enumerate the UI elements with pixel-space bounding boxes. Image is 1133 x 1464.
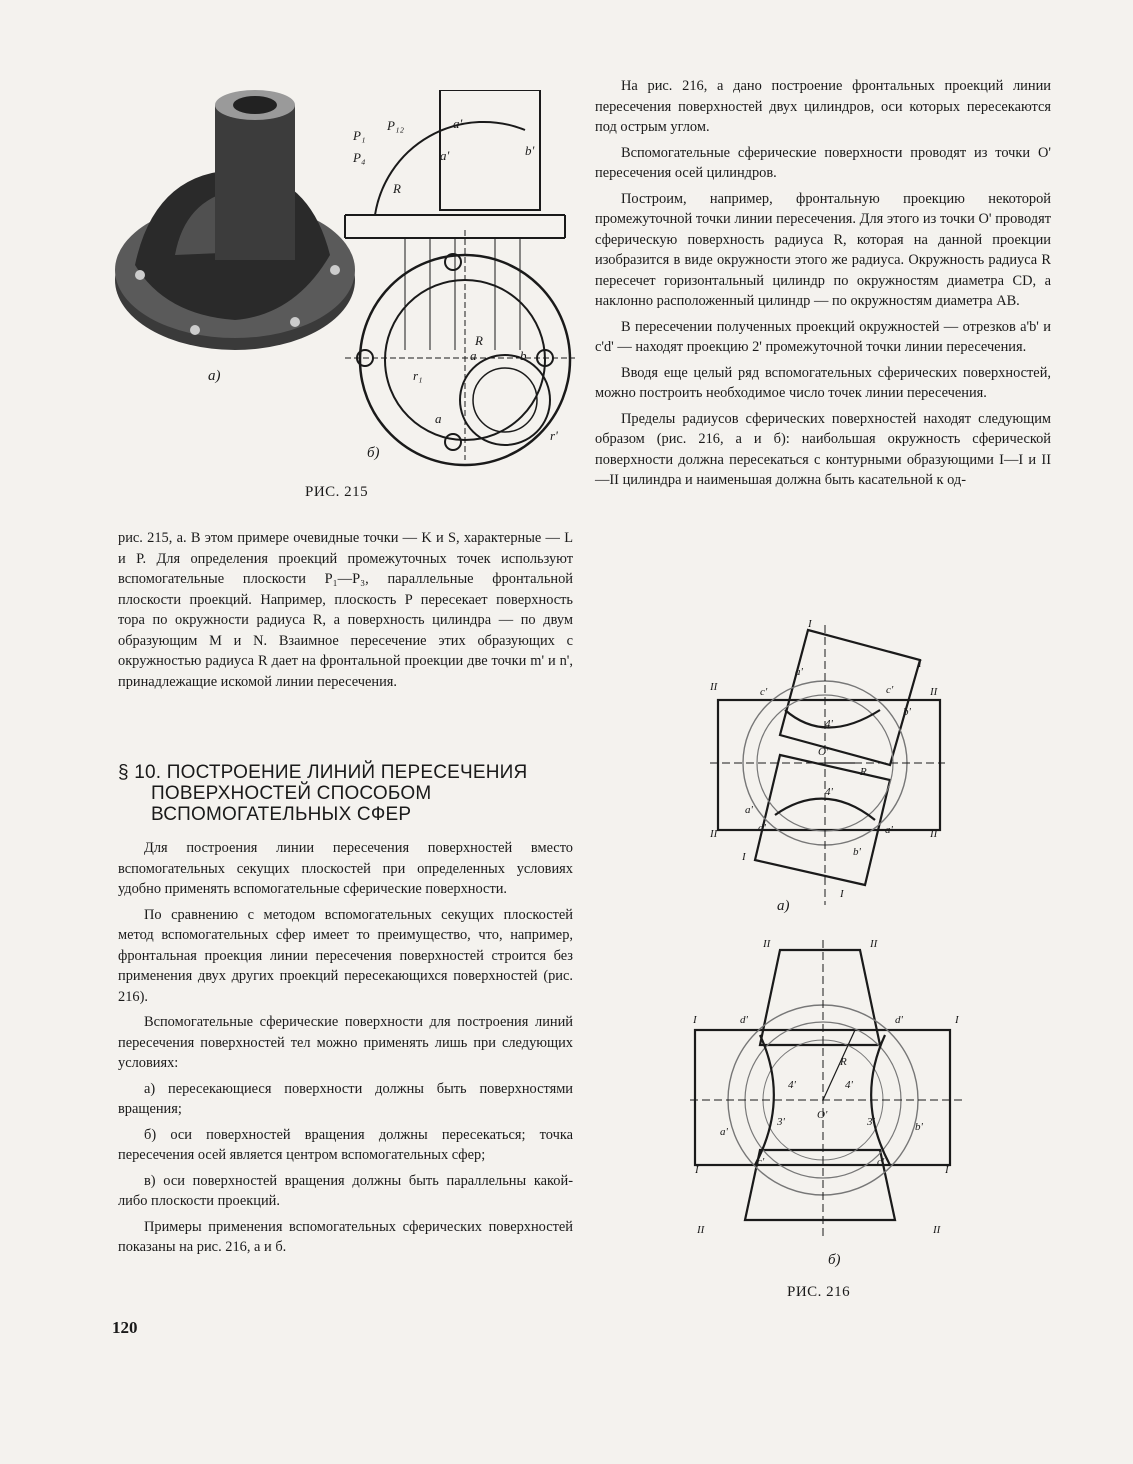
svg-text:a': a'	[795, 666, 803, 678]
paragraph: Примеры применения вспомогательных сферических поверхностей показаны на рис. 216, а и б.	[118, 1218, 573, 1255]
svg-text:d': d'	[758, 822, 766, 834]
figure-216-caption: РИС. 216	[787, 1284, 851, 1300]
svg-text:I: I	[840, 888, 844, 900]
svg-text:I: I	[695, 1164, 699, 1176]
svg-text:b': b'	[915, 1121, 923, 1133]
figure-216-sub-b: б)	[828, 1252, 841, 1268]
figure-215	[95, 90, 575, 470]
svg-text:I: I	[808, 618, 812, 630]
svg-text:b': b'	[903, 706, 911, 718]
svg-text:II: II	[933, 1224, 941, 1236]
section-heading	[118, 762, 573, 825]
svg-text:P₁: P₁	[353, 128, 366, 143]
svg-text:II: II	[930, 686, 938, 698]
svg-text:4': 4'	[788, 1079, 796, 1091]
list-item: б) оси поверхностей вращения должны пересекаться; точка пересечения осей является центром вспомогательных сфер;	[118, 1126, 573, 1163]
section-title-line-3: ВСПОМОГАТЕЛЬНЫХ СФЕР	[151, 804, 412, 825]
left-column-top	[118, 528, 573, 697]
figure-216-a	[690, 615, 950, 915]
svg-text:II: II	[710, 828, 718, 840]
svg-text:r₁: r₁	[413, 368, 423, 383]
svg-text:c': c'	[757, 1156, 765, 1168]
svg-text:I: I	[945, 1164, 949, 1176]
svg-text:R: R	[860, 766, 867, 778]
svg-text:a': a'	[440, 148, 450, 163]
svg-text:R: R	[475, 333, 483, 348]
svg-text:a': a'	[453, 116, 463, 131]
section-title-line-2: ПОВЕРХНОСТЕЙ СПОСОБОМ	[151, 783, 432, 804]
list-item: а) пересекающиеся поверхности должны быть поверхностями вращения;	[118, 1080, 573, 1117]
svg-text:R: R	[840, 1056, 847, 1068]
svg-text:c': c'	[760, 686, 768, 698]
svg-text:P₁₂: P₁₂	[387, 118, 404, 133]
paragraph: Вспомогательные сферические поверхности проводят из точки O' пересечения осей цилиндров.	[595, 144, 1051, 181]
svg-text:d': d'	[740, 1014, 748, 1026]
svg-text:a: a	[435, 411, 442, 426]
paragraph: Пределы радиусов сферических поверхностей находят следующим образом (рис. 216, а и б): наибольшая окружность сферической поверхности должна пересекаться с контурными образующими I—I и II—II цилиндра и наименьшая должна быть касательной к од-	[595, 410, 1051, 488]
paragraph: По сравнению с методом вспомогательных секущих плоскостей метод вспомогательных сфер имеет то преимущество, что, например, фронтальная проекция линии пересечения поверхностей строится без применения двух других проекций пересекающихся поверхностей (рис. 216).	[118, 906, 573, 1005]
svg-text:I: I	[918, 658, 922, 670]
paragraph: В пересечении полученных проекций окружностей — отрезков a'b' и c'd' — находят проекцию 2' промежуточной точки линии пересечения.	[595, 318, 1051, 355]
svg-text:4': 4'	[825, 786, 833, 798]
list-item: в) оси поверхностей вращения должны быть параллельны какой-либо плоскости проекций.	[118, 1172, 573, 1209]
page-number: 120	[112, 1318, 138, 1337]
svg-text:O': O'	[818, 746, 829, 758]
svg-text:O': O'	[817, 1109, 828, 1121]
svg-text:II: II	[930, 828, 938, 840]
svg-text:II: II	[697, 1224, 705, 1236]
figure-215-sub-a: а)	[208, 368, 221, 384]
svg-text:4': 4'	[825, 718, 833, 730]
section-number: § 10.	[118, 762, 162, 783]
svg-text:II: II	[763, 938, 771, 950]
svg-text:b: b	[520, 348, 527, 363]
svg-text:d': d'	[895, 1014, 903, 1026]
svg-text:II: II	[710, 681, 718, 693]
svg-text:4': 4'	[845, 1079, 853, 1091]
figure-215-caption: РИС. 215	[305, 484, 369, 500]
svg-text:a': a'	[720, 1126, 728, 1138]
svg-text:P₄: P₄	[353, 150, 366, 165]
svg-text:b': b'	[525, 143, 535, 158]
svg-text:c': c'	[877, 1156, 885, 1168]
svg-text:a': a'	[745, 804, 753, 816]
paragraph: Для построения линии пересечения поверхностей вместо вспомогательных секущих плоскостей при определенных условиях удобно применять вспомогательные сферические поверхности.	[118, 840, 573, 897]
section-body	[118, 838, 573, 1263]
svg-text:a': a'	[885, 824, 893, 836]
svg-text:I: I	[693, 1014, 697, 1026]
right-column	[595, 76, 1051, 496]
svg-text:c': c'	[886, 684, 894, 696]
figure-216-sub-a: а)	[777, 898, 790, 914]
figure-216-b	[685, 935, 970, 1265]
technical-drawing	[345, 90, 575, 465]
svg-text:r': r'	[550, 428, 558, 443]
svg-text:a: a	[470, 348, 477, 363]
paragraph: Построим, например, фронтальную проекцию некоторой промежуточной точки линии пересечения. Для этого из точки O' проводят сферическую поверхность радиуса R, которая на данной проекции изобразится в виде окружности этого же радиуса. Окружность радиуса R пересечет горизонтальный цилиндр по окружностям диаметра CD, а наклонно расположенный цилиндр — по окружностям диаметра AB.	[595, 190, 1051, 309]
svg-text:I: I	[742, 851, 746, 863]
svg-text:I: I	[955, 1014, 959, 1026]
figure-216-b-labels	[692, 938, 960, 1236]
paragraph: Вспомогательные сферические поверхности для построения линий пересечения поверхностей тел можно применять лишь при следующих условиях:	[118, 1014, 573, 1071]
paragraph: рис. 215, а. В этом примере очевидные точки — K и S, характерные — L и P. Для определения проекций промежуточных точек используют вспомогательные плоскости P₁—P₃, параллельные фронтальной плоскости проекций. Например, плоскость P пересекает поверхность тора по окружности радиуса R, а поверхность цилиндра — по двум образующим M и N. Взаимное пересечение этих образующих с окружностью радиуса R дает на фронтальной проекции две точки m' и n', принадлежащие искомой линии пересечения.	[118, 530, 573, 690]
figure-215-sub-b: б)	[367, 445, 380, 461]
paragraph: Вводя еще целый ряд вспомогательных сферических поверхностей, можно построить необходимое число точек линии пересечения.	[595, 364, 1051, 401]
svg-text:3': 3'	[867, 1116, 875, 1128]
svg-text:3': 3'	[777, 1116, 785, 1128]
svg-text:II: II	[870, 938, 878, 950]
paragraph: На рис. 216, а дано построение фронтальных проекций линии пересечения поверхностей двух цилиндров, оси которых пересекаются под острым углом.	[595, 78, 1051, 135]
section-title-line-1: ПОСТРОЕНИЕ ЛИНИЙ ПЕРЕСЕЧЕНИЯ	[166, 762, 528, 783]
svg-text:R: R	[393, 181, 401, 196]
part-3d-illustration	[115, 90, 355, 350]
svg-text:b': b'	[853, 846, 861, 858]
